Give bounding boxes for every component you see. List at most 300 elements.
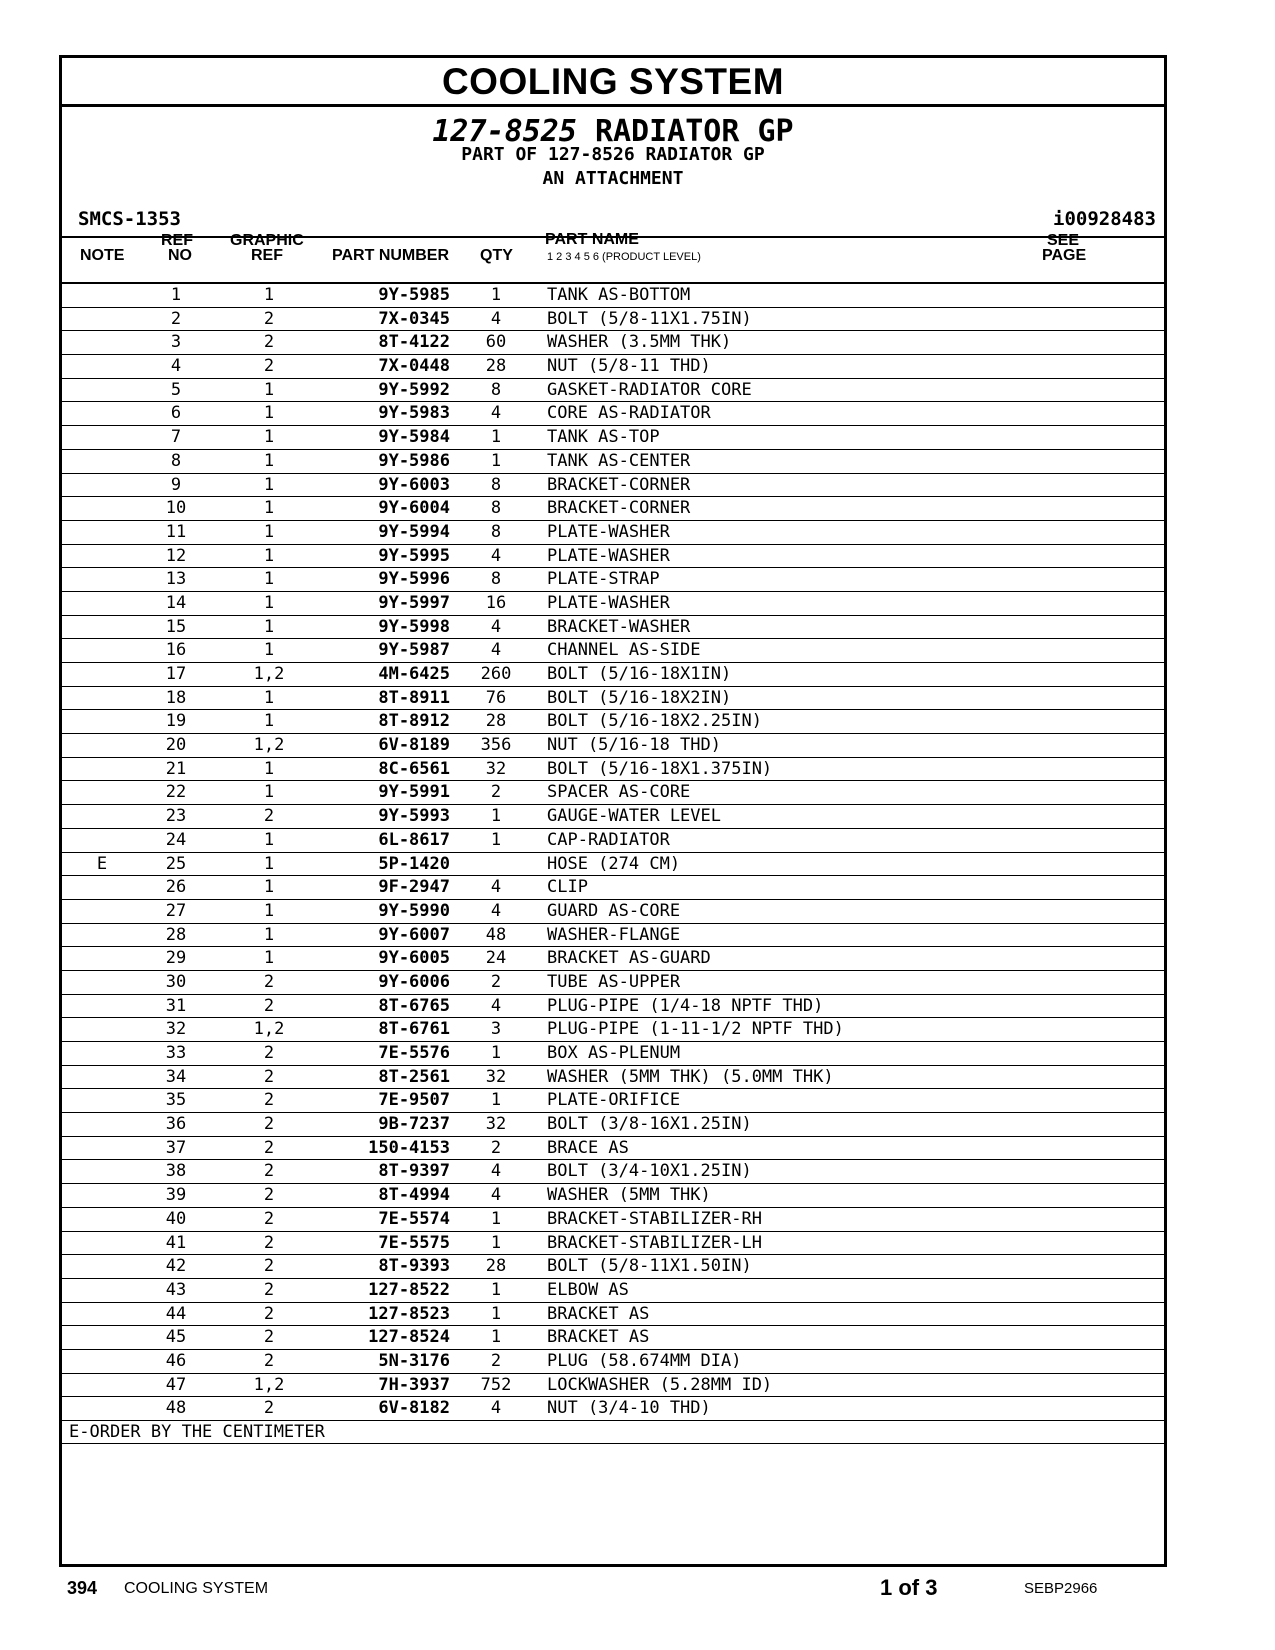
ref-no-cell: 27 xyxy=(165,900,187,921)
qty-cell: 8 xyxy=(490,569,502,590)
table-row xyxy=(62,426,1164,450)
graphic-ref-cell: 1 xyxy=(263,948,275,969)
table-row xyxy=(62,616,1164,640)
part-name-cell: BRACKET-STABILIZER-RH xyxy=(547,1208,762,1229)
graphic-ref-cell: 2 xyxy=(263,806,275,827)
ref-no-cell: 42 xyxy=(165,1256,187,1277)
ref-no-cell: 20 xyxy=(165,735,187,756)
part-number-cell: 9Y-5993 xyxy=(378,806,450,827)
part-number-cell: 8T-6761 xyxy=(378,1019,450,1040)
ref-no-cell: 41 xyxy=(165,1232,187,1253)
table-header xyxy=(62,231,1164,284)
table-row xyxy=(62,1160,1164,1184)
part-number-cell: 9B-7237 xyxy=(378,1114,450,1135)
graphic-ref-cell: 2 xyxy=(263,1327,275,1348)
table-row xyxy=(62,663,1164,687)
parts-page-frame xyxy=(59,55,1167,1567)
part-name-cell: PLATE-WASHER xyxy=(547,592,670,613)
parts-table-body xyxy=(62,284,1164,1444)
table-row xyxy=(62,1137,1164,1161)
graphic-ref-cell: 1,2 xyxy=(253,1019,285,1040)
ref-no-cell: 14 xyxy=(165,592,187,613)
ref-no-cell: 22 xyxy=(165,782,187,803)
part-name-cell: ELBOW AS xyxy=(547,1279,629,1300)
graphic-ref-cell: 2 xyxy=(263,1114,275,1135)
ref-no-cell: 17 xyxy=(165,664,187,684)
ref-no-cell: 40 xyxy=(165,1208,187,1229)
part-name-cell: NUT (3/4-10 THD) xyxy=(547,1398,711,1419)
table-row xyxy=(62,758,1164,782)
graphic-ref-cell: 2 xyxy=(263,1161,275,1182)
ref-no-cell: 39 xyxy=(165,1185,187,1206)
graphic-ref-cell: 2 xyxy=(263,971,275,992)
part-number-cell: 9Y-5991 xyxy=(378,782,450,803)
header-qty: QTY xyxy=(480,247,513,264)
part-name-cell: HOSE (274 CM) xyxy=(547,853,681,874)
note-cell: E xyxy=(96,853,108,874)
qty-cell: 2 xyxy=(490,1137,502,1158)
part-name-cell: WASHER-FLANGE xyxy=(547,924,681,945)
graphic-ref-cell: 1 xyxy=(263,379,275,400)
table-row xyxy=(62,331,1164,355)
part-number-cell: 9Y-5987 xyxy=(378,640,450,661)
graphic-ref-cell: 1 xyxy=(263,758,275,779)
qty-cell: 4 xyxy=(490,1185,502,1206)
graphic-ref-cell: 1 xyxy=(263,711,275,732)
graphic-ref-cell: 1,2 xyxy=(253,1374,285,1395)
ref-no-cell: 18 xyxy=(165,687,187,708)
header-ref-top: REF xyxy=(161,232,193,249)
part-number-cell: 9Y-5984 xyxy=(378,427,450,448)
part-number-cell: 9Y-5985 xyxy=(378,285,450,305)
header-product-levels: 1 2 3 4 5 6 (PRODUCT LEVEL) xyxy=(547,251,701,263)
footer-page-number: 394 xyxy=(67,1578,98,1598)
part-name-cell: GASKET-RADIATOR CORE xyxy=(547,379,752,400)
table-row xyxy=(62,402,1164,426)
part-number-cell: 127-8524 xyxy=(368,1327,450,1348)
qty-cell: 8 xyxy=(490,474,502,495)
part-number-cell: 9Y-5992 xyxy=(378,379,450,400)
qty-cell: 1 xyxy=(490,1208,502,1229)
footnote: E-ORDER BY THE CENTIMETER xyxy=(62,1421,1164,1444)
table-row xyxy=(62,545,1164,569)
part-number-cell: 8T-4122 xyxy=(378,332,450,353)
part-number-cell: 9Y-5983 xyxy=(378,403,450,424)
graphic-ref-cell: 1 xyxy=(263,687,275,708)
part-name-cell: PLATE-ORIFICE xyxy=(547,1090,681,1111)
ref-no-cell: 31 xyxy=(165,995,187,1016)
header-ref-bottom: NO xyxy=(168,247,192,264)
part-number-cell: 6V-8182 xyxy=(378,1398,450,1419)
table-row xyxy=(62,379,1164,403)
ref-no-cell: 47 xyxy=(165,1374,187,1395)
ref-no-cell: 37 xyxy=(165,1137,187,1158)
header-note: NOTE xyxy=(80,247,125,264)
part-number-cell: 7X-0448 xyxy=(378,356,450,377)
graphic-ref-cell: 2 xyxy=(263,1279,275,1300)
part-number-cell: 9Y-6004 xyxy=(378,498,450,519)
part-number-cell: 7E-5574 xyxy=(378,1208,450,1229)
table-row xyxy=(62,805,1164,829)
qty-cell: 1 xyxy=(490,285,502,305)
part-number-cell: 150-4153 xyxy=(368,1137,450,1158)
qty-cell: 1 xyxy=(490,1327,502,1348)
ref-no-cell: 48 xyxy=(165,1398,187,1419)
qty-cell: 48 xyxy=(485,924,507,945)
ref-no-cell: 33 xyxy=(165,1043,187,1063)
qty-cell: 4 xyxy=(490,545,502,566)
table-row xyxy=(62,1279,1164,1303)
ref-no-cell: 34 xyxy=(165,1066,187,1087)
table-row xyxy=(62,924,1164,948)
graphic-ref-cell: 1,2 xyxy=(253,664,285,684)
graphic-ref-cell: 2 xyxy=(263,1350,275,1371)
graphic-ref-cell: 2 xyxy=(263,1232,275,1253)
ref-no-cell: 45 xyxy=(165,1327,187,1348)
qty-cell: 28 xyxy=(485,1256,507,1277)
part-name-cell: BRACKET-CORNER xyxy=(547,474,691,495)
group-part-number: 127-8525 xyxy=(432,114,577,149)
part-name-cell: CAP-RADIATOR xyxy=(547,829,670,850)
header-part-number: PART NUMBER xyxy=(332,247,450,264)
graphic-ref-cell: 1 xyxy=(263,782,275,803)
smcs-code: SMCS-1353 xyxy=(78,208,181,230)
qty-cell: 8 xyxy=(490,379,502,400)
graphic-ref-cell: 2 xyxy=(263,1090,275,1111)
graphic-ref-cell: 2 xyxy=(263,1256,275,1277)
graphic-ref-cell: 2 xyxy=(263,1208,275,1229)
graphic-ref-cell: 2 xyxy=(263,1137,275,1158)
part-number-cell: 9Y-5998 xyxy=(378,616,450,637)
part-name-cell: CLIP xyxy=(547,877,588,898)
qty-cell: 1 xyxy=(490,427,502,448)
table-row xyxy=(62,1066,1164,1090)
table-row xyxy=(62,521,1164,545)
graphic-ref-cell: 1 xyxy=(263,900,275,921)
table-row xyxy=(62,995,1164,1019)
part-name-cell: PLUG (58.674MM DIA) xyxy=(547,1350,742,1371)
part-number-cell: 6V-8189 xyxy=(378,735,450,756)
table-row xyxy=(62,639,1164,663)
qty-cell: 260 xyxy=(480,664,512,684)
qty-cell: 752 xyxy=(480,1374,512,1395)
table-row xyxy=(62,450,1164,474)
graphic-ref-cell: 1 xyxy=(263,569,275,590)
table-row xyxy=(62,1397,1164,1421)
part-number-cell: 8T-8911 xyxy=(378,687,450,708)
part-number-cell: 7E-5576 xyxy=(378,1043,450,1063)
part-name-cell: BOLT (5/8-11X1.75IN) xyxy=(547,308,752,329)
qty-cell: 4 xyxy=(490,1398,502,1419)
qty-cell: 4 xyxy=(490,1161,502,1182)
table-row xyxy=(62,1374,1164,1398)
part-name-cell: BRACE AS xyxy=(547,1137,629,1158)
qty-cell: 1 xyxy=(490,806,502,827)
graphic-ref-cell: 2 xyxy=(263,1398,275,1419)
qty-cell: 4 xyxy=(490,900,502,921)
header-see-bottom: PAGE xyxy=(1042,247,1087,264)
part-number-cell: 9Y-6005 xyxy=(378,948,450,969)
part-name-cell: WASHER (5MM THK) xyxy=(547,1185,711,1206)
qty-cell: 4 xyxy=(490,616,502,637)
part-of-line: PART OF 127-8526 RADIATOR GP xyxy=(461,144,765,165)
qty-cell: 16 xyxy=(485,592,507,613)
table-row xyxy=(62,474,1164,498)
qty-cell: 1 xyxy=(490,1232,502,1253)
header-graphic-bottom: REF xyxy=(251,247,283,264)
qty-cell: 4 xyxy=(490,995,502,1016)
part-number-cell: 8T-2561 xyxy=(378,1066,450,1087)
ref-no-cell: 36 xyxy=(165,1114,187,1135)
ref-no-cell: 6 xyxy=(170,403,182,424)
footer-sheet: 1 of 3 xyxy=(880,1575,938,1600)
table-row xyxy=(62,1184,1164,1208)
ref-no-cell: 5 xyxy=(170,379,182,400)
ref-no-cell: 29 xyxy=(165,948,187,969)
table-row xyxy=(62,853,1164,877)
part-number-cell: 127-8522 xyxy=(368,1279,450,1300)
ref-no-cell: 1 xyxy=(170,285,182,305)
part-number-cell: 4M-6425 xyxy=(378,664,450,684)
part-number-cell: 7H-3937 xyxy=(378,1374,450,1395)
attachment-line: AN ATTACHMENT xyxy=(542,168,684,189)
table-row xyxy=(62,1042,1164,1066)
table-row xyxy=(62,1303,1164,1327)
qty-cell: 24 xyxy=(485,948,507,969)
part-name-cell: CORE AS-RADIATOR xyxy=(547,403,711,424)
part-number-cell: 127-8523 xyxy=(368,1303,450,1324)
graphic-ref-cell: 2 xyxy=(263,308,275,329)
part-number-cell: 8T-6765 xyxy=(378,995,450,1016)
graphic-ref-cell: 1 xyxy=(263,285,275,305)
graphic-ref-cell: 2 xyxy=(263,356,275,377)
ref-no-cell: 43 xyxy=(165,1279,187,1300)
table-row xyxy=(62,497,1164,521)
part-number-cell: 9Y-5995 xyxy=(378,545,450,566)
graphic-ref-cell: 1 xyxy=(263,545,275,566)
table-row xyxy=(62,687,1164,711)
qty-cell: 32 xyxy=(485,758,507,779)
table-row xyxy=(62,308,1164,332)
part-name-cell: CHANNEL AS-SIDE xyxy=(547,640,701,661)
part-name-cell: WASHER (5MM THK) (5.0MM THK) xyxy=(547,1066,834,1087)
ref-no-cell: 23 xyxy=(165,806,187,827)
part-name-cell: BOLT (5/16-18X2IN) xyxy=(547,687,732,708)
qty-cell: 1 xyxy=(490,1303,502,1324)
part-name-cell: BRACKET-CORNER xyxy=(547,498,691,519)
ref-no-cell: 4 xyxy=(170,356,182,377)
ref-no-cell: 44 xyxy=(165,1303,187,1324)
part-number-cell: 9Y-5994 xyxy=(378,521,450,542)
header-graphic-top: GRAPHIC xyxy=(230,232,304,249)
qty-cell: 4 xyxy=(490,403,502,424)
part-name-cell: NUT (5/8-11 THD) xyxy=(547,356,711,377)
graphic-ref-cell: 1 xyxy=(263,592,275,613)
qty-cell: 2 xyxy=(490,782,502,803)
qty-cell: 1 xyxy=(490,1279,502,1300)
part-name-cell: PLUG-PIPE (1/4-18 NPTF THD) xyxy=(547,995,824,1016)
graphic-ref-cell: 2 xyxy=(263,1043,275,1063)
graphic-ref-cell: 1 xyxy=(263,877,275,898)
part-name-cell: BOLT (3/8-16X1.25IN) xyxy=(547,1114,752,1135)
part-number-cell: 5P-1420 xyxy=(378,853,450,874)
ref-no-cell: 28 xyxy=(165,924,187,945)
table-row xyxy=(62,900,1164,924)
part-number-cell: 9Y-6006 xyxy=(378,971,450,992)
ref-no-cell: 26 xyxy=(165,877,187,898)
graphic-ref-cell: 2 xyxy=(263,995,275,1016)
part-number-cell: 9Y-5986 xyxy=(378,450,450,471)
part-name-cell: TUBE AS-UPPER xyxy=(547,971,681,992)
part-name-cell: BOLT (3/4-10X1.25IN) xyxy=(547,1161,752,1182)
part-number-cell: 5N-3176 xyxy=(378,1350,450,1371)
ref-no-cell: 15 xyxy=(165,616,187,637)
part-name-cell: PLATE-STRAP xyxy=(547,569,660,590)
qty-cell: 4 xyxy=(490,877,502,898)
table-row xyxy=(62,284,1164,308)
ref-no-cell: 8 xyxy=(170,450,182,471)
ref-no-cell: 3 xyxy=(170,332,182,353)
ref-no-cell: 10 xyxy=(165,498,187,519)
part-name-cell: NUT (5/16-18 THD) xyxy=(547,735,721,756)
table-row xyxy=(62,971,1164,995)
qty-cell: 2 xyxy=(490,1350,502,1371)
part-name-cell: BOLT (5/16-18X2.25IN) xyxy=(547,711,762,732)
ref-no-cell: 38 xyxy=(165,1161,187,1182)
graphic-ref-cell: 1,2 xyxy=(253,735,285,756)
graphic-ref-cell: 1 xyxy=(263,616,275,637)
part-name-cell: GUARD AS-CORE xyxy=(547,900,681,921)
section-title: COOLING SYSTEM xyxy=(62,58,1164,107)
part-name-cell: TANK AS-TOP xyxy=(547,427,660,448)
table-row xyxy=(62,710,1164,734)
qty-cell: 356 xyxy=(480,735,512,756)
part-number-cell: 9F-2947 xyxy=(378,877,450,898)
graphic-ref-cell: 1 xyxy=(263,403,275,424)
part-name-cell: BOLT (5/8-11X1.50IN) xyxy=(547,1256,752,1277)
part-number-cell: 9Y-5996 xyxy=(378,569,450,590)
qty-cell: 8 xyxy=(490,498,502,519)
table-row xyxy=(62,1326,1164,1350)
ref-no-cell: 21 xyxy=(165,758,187,779)
group-name: RADIATOR GP xyxy=(594,114,794,149)
qty-cell: 8 xyxy=(490,521,502,542)
part-number-cell: 9Y-6003 xyxy=(378,474,450,495)
ref-no-cell: 25 xyxy=(165,853,187,874)
qty-cell: 4 xyxy=(490,640,502,661)
ref-no-cell: 35 xyxy=(165,1090,187,1111)
table-row xyxy=(62,947,1164,971)
ref-no-cell: 46 xyxy=(165,1350,187,1371)
graphic-ref-cell: 1 xyxy=(263,521,275,542)
part-number-cell: 6L-8617 xyxy=(378,829,450,850)
part-number-cell: 9Y-5990 xyxy=(378,900,450,921)
table-row xyxy=(62,781,1164,805)
qty-cell: 28 xyxy=(485,356,507,377)
qty-cell: 4 xyxy=(490,308,502,329)
qty-cell: 76 xyxy=(485,687,507,708)
graphic-ref-cell: 1 xyxy=(263,640,275,661)
part-number-cell: 8C-6561 xyxy=(378,758,450,779)
part-name-cell: PLUG-PIPE (1-11-1/2 NPTF THD) xyxy=(547,1019,844,1040)
part-name-cell: BRACKET-STABILIZER-LH xyxy=(547,1232,762,1253)
table-row xyxy=(62,1208,1164,1232)
part-number-cell: 7X-0345 xyxy=(378,308,450,329)
ref-no-cell: 12 xyxy=(165,545,187,566)
ref-no-cell: 2 xyxy=(170,308,182,329)
table-row xyxy=(62,1018,1164,1042)
graphic-ref-cell: 2 xyxy=(263,1066,275,1087)
part-number-cell: 8T-9397 xyxy=(378,1161,450,1182)
footer-doc-id: SEBP2966 xyxy=(1024,1580,1098,1597)
table-row xyxy=(62,1113,1164,1137)
table-row xyxy=(62,829,1164,853)
qty-cell: 1 xyxy=(490,1090,502,1111)
part-name-cell: BRACKET AS xyxy=(547,1303,650,1324)
ref-no-cell: 11 xyxy=(165,521,187,542)
graphic-ref-cell: 1 xyxy=(263,498,275,519)
graphic-ref-cell: 1 xyxy=(263,829,275,850)
table-row xyxy=(62,1232,1164,1256)
ref-no-cell: 24 xyxy=(165,829,187,850)
graphic-ref-cell: 1 xyxy=(263,427,275,448)
table-row xyxy=(62,1350,1164,1374)
table-row xyxy=(62,734,1164,758)
part-number-cell: 8T-9393 xyxy=(378,1256,450,1277)
ref-no-cell: 9 xyxy=(170,474,182,495)
graphic-ref-cell: 1 xyxy=(263,924,275,945)
ref-no-cell: 16 xyxy=(165,640,187,661)
part-name-cell: LOCKWASHER (5.28MM ID) xyxy=(547,1374,773,1395)
part-name-cell: PLATE-WASHER xyxy=(547,545,670,566)
qty-cell: 1 xyxy=(490,450,502,471)
qty-cell: 1 xyxy=(490,829,502,850)
part-name-cell: PLATE-WASHER xyxy=(547,521,670,542)
qty-cell: 60 xyxy=(485,332,507,353)
table-row xyxy=(62,568,1164,592)
table-row xyxy=(62,876,1164,900)
footer-section: COOLING SYSTEM xyxy=(124,1580,269,1597)
part-name-cell: SPACER AS-CORE xyxy=(547,782,691,803)
qty-cell: 28 xyxy=(485,711,507,732)
ref-no-cell: 7 xyxy=(170,427,182,448)
part-name-cell: TANK AS-BOTTOM xyxy=(547,285,691,305)
qty-cell: 32 xyxy=(485,1066,507,1087)
part-name-cell: BRACKET AS xyxy=(547,1327,650,1348)
ref-no-cell: 19 xyxy=(165,711,187,732)
part-number-cell: 9Y-6007 xyxy=(378,924,450,945)
part-number-cell: 7E-9507 xyxy=(378,1090,450,1111)
graphic-ref-cell: 2 xyxy=(263,1185,275,1206)
part-name-cell: BOLT (5/16-18X1IN) xyxy=(547,664,732,684)
table-row xyxy=(62,592,1164,616)
qty-cell: 1 xyxy=(490,1043,502,1063)
ref-no-cell: 13 xyxy=(165,569,187,590)
table-row xyxy=(62,355,1164,379)
part-number-cell: 8T-8912 xyxy=(378,711,450,732)
part-name-cell: BRACKET-WASHER xyxy=(547,616,691,637)
qty-cell: 3 xyxy=(490,1019,502,1040)
graphic-ref-cell: 2 xyxy=(263,332,275,353)
graphic-ref-cell: 1 xyxy=(263,853,275,874)
part-number-cell: 8T-4994 xyxy=(378,1185,450,1206)
table-row xyxy=(62,1255,1164,1279)
qty-cell: 2 xyxy=(490,971,502,992)
ref-no-cell: 30 xyxy=(165,971,187,992)
part-name-cell: TANK AS-CENTER xyxy=(547,450,691,471)
header-see-top: SEE xyxy=(1047,232,1080,249)
table-row xyxy=(62,1089,1164,1113)
